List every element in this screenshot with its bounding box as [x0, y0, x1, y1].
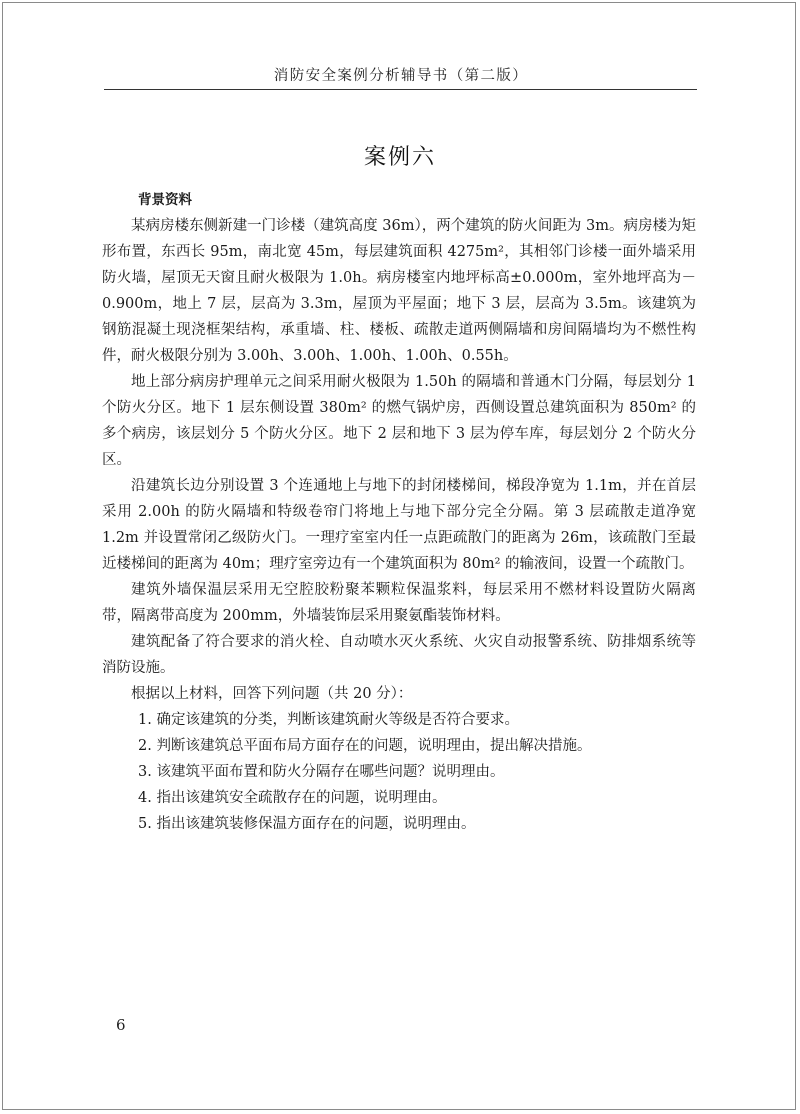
- paragraph: 建筑外墙保温层采用无空腔胶粉聚苯颗粒保温浆料，每层采用不燃材料设置防火隔离带，隔离带高度为 200mm，外墙装饰层采用聚氨酯装饰材料。: [102, 582, 696, 624]
- paragraph: 沿建筑长边分别设置 3 个连通地上与地下的封闭楼梯间，梯段净宽为 1.1m，并在首层采用 2.00h 的防火隔墙和特级卷帘门将地上与地下部分完全分隔。第 3 层疏散走道净宽 1.2m 并设置常闭乙级防火门。一理疗室室内任一点距疏散门的距离为 26m，该疏散门至最近楼梯间的距离为 40m；理疗室旁边有一个建筑面积为 80m² 的输液间，设置一个疏散门。: [102, 478, 696, 572]
- paragraph: 建筑配备了符合要求的消火栓、自动喷水灭火系统、火灾自动报警系统、防排烟系统等消防设施。: [102, 634, 696, 676]
- header-rule: [104, 89, 697, 90]
- case-body: [102, 187, 696, 837]
- section-heading: 背景资料: [138, 192, 192, 208]
- question-item: 1. 确定该建筑的分类，判断该建筑耐火等级是否符合要求。: [138, 712, 519, 728]
- paragraph: 某病房楼东侧新建一门诊楼（建筑高度 36m），两个建筑的防火间距为 3m。病房楼为矩形布置，东西长 95m，南北宽 45m，每层建筑面积 4275m²，其相邻门诊楼一面外墙采用防火墙，屋顶无天窗且耐火极限为 1.0h。病房楼室内地坪标高±0.000m，室外地坪高为－0.900m，地上 7 层，层高为 3.3m，屋顶为平屋面；地下 3 层，层高为 3.5m。该建筑为钢筋混凝土现浇框架结构，承重墙、柱、楼板、疏散走道两侧隔墙和房间隔墙均为不燃性构件，耐火极限分别为 3.00h、3.00h、1.00h、1.00h、0.55h。: [102, 218, 696, 364]
- question-item: 3. 该建筑平面布置和防火分隔存在哪些问题？说明理由。: [138, 764, 505, 780]
- case-title: 案例六: [363, 145, 436, 170]
- question-item: 4. 指出该建筑安全疏散存在的问题，说明理由。: [138, 790, 447, 806]
- question-intro: 根据以上材料，回答下列问题（共 20 分）：: [131, 686, 413, 702]
- paragraph: 地上部分病房护理单元之间采用耐火极限为 1.50h 的隔墙和普通木门分隔，每层划分 1 个防火分区。地下 1 层东侧设置 380m² 的燃气锅炉房，西侧设置总建筑面积为 850m² 的多个病房，该层划分 5 个防火分区。地下 2 层和地下 3 层为停车库，每层划分 2 个防火分区。: [102, 374, 696, 468]
- page-number: 6: [116, 1016, 126, 1034]
- question-item: 5. 指出该建筑装修保温方面存在的问题，说明理由。: [138, 816, 476, 832]
- running-header-title: 消防安全案例分析辅导书（第二版）: [273, 68, 529, 84]
- question-item: 2. 判断该建筑总平面布局方面存在的问题，说明理由，提出解决措施。: [138, 738, 592, 754]
